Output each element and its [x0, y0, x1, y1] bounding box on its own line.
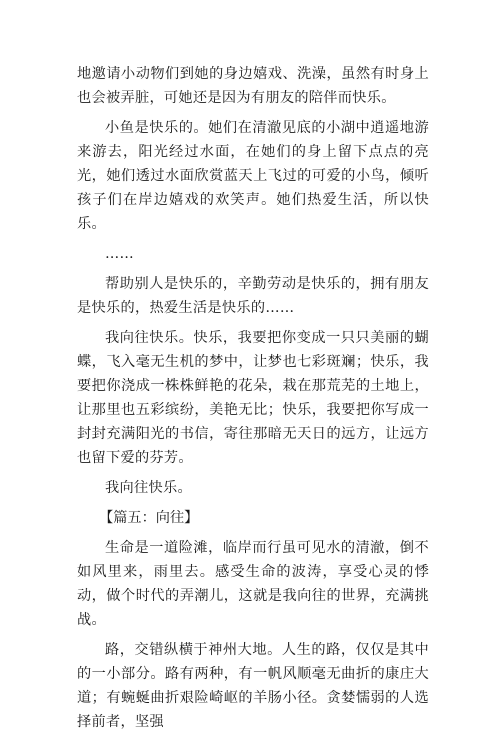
paragraph: 我向往快乐。 [105, 480, 192, 496]
section-heading: 【篇五：向往】 [99, 510, 199, 526]
paragraph: 地邀请小动物们到她的身边嬉戏、洗澡，虽然有时身上也会被弄脏，可她还是因为有朋友的陪伴而快乐。 [77, 66, 429, 106]
document-body [77, 62, 429, 740]
ellipsis-paragraph: …… [105, 246, 134, 262]
paragraph: 我向往快乐。快乐，我要把你变成一只只美丽的蝴蝶，飞入毫无生机的梦中，让梦也七彩斑斓；快乐，我要把你浇成一株株鲜艳的花朵，栽在那荒芜的土地上，让那里也五彩缤纷，美艳无比；快乐，我要把你写成一封封充满阳光的书信，寄往那暗无天日的远方，让远方也留下爱的芬芳。 [77, 330, 429, 466]
paragraph: 生命是一道险滩，临岸而行虽可见水的清澈，倒不如风里来，雨里去。感受生命的波涛，享受心灵的悸动，做个时代的弄潮儿，这就是我向往的世界，充满挑战。 [77, 540, 429, 628]
paragraph: 帮助别人是快乐的，辛勤劳动是快乐的，拥有朋友是快乐的，热爱生活是快乐的…… [77, 276, 429, 316]
paragraph: 路，交错纵横于神州大地。人生的路，仅仅是其中的一小部分。路有两种，有一帆风顺毫无曲折的康庄大道；有蜿蜒曲折艰险崎岖的羊肠小径。贪婪懦弱的人选择前者，坚强 [77, 642, 429, 730]
paragraph: 小鱼是快乐的。她们在清澈见底的小湖中逍遥地游来游去，阳光经过水面，在她们的身上留下点点的亮光，她们透过水面欣赏蓝天上飞过的可爱的小鸟，倾听孩子们在岸边嬉戏的欢笑声。她们热爱生活，所以快乐。 [77, 120, 429, 232]
